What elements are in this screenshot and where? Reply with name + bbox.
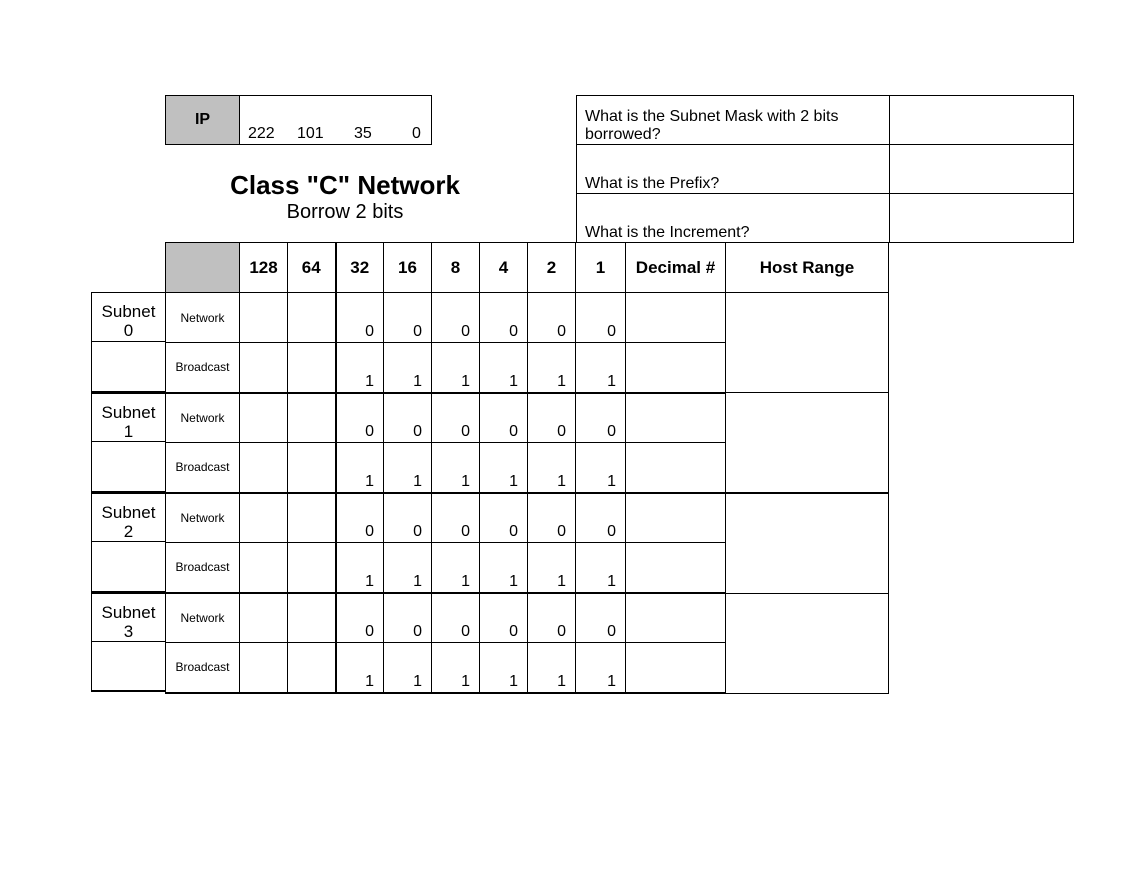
bit-cell[interactable]: 1: [432, 543, 480, 593]
answer-increment[interactable]: [890, 194, 1074, 243]
bit-cell[interactable]: 1: [576, 443, 626, 493]
row-kind-network: Network: [166, 493, 240, 543]
row-kind-network: Network: [166, 393, 240, 443]
ip-octet-1: 222: [248, 125, 275, 142]
subnet-table: [165, 242, 726, 694]
network-row: [166, 393, 726, 443]
subnet-label-blank: [91, 542, 166, 592]
subnet-label: Subnet 1: [91, 392, 166, 442]
bit-cell[interactable]: 1: [480, 343, 528, 393]
header-bit-128: 128: [240, 243, 288, 293]
host-range-cell[interactable]: [725, 593, 889, 694]
decimal-cell[interactable]: [626, 493, 726, 543]
bit-cell[interactable]: 0: [576, 293, 626, 343]
page-subtitle: Borrow 2 bits: [286, 201, 404, 223]
bit-cell[interactable]: 1: [432, 443, 480, 493]
bit-cell[interactable]: 1: [576, 543, 626, 593]
bit-cell[interactable]: 1: [336, 543, 384, 593]
bit-cell[interactable]: [288, 493, 336, 543]
bit-cell[interactable]: 1: [480, 543, 528, 593]
network-row: [166, 593, 726, 643]
question-increment: What is the Increment?: [577, 194, 890, 243]
subnet-label-blank: [91, 442, 166, 492]
bit-cell[interactable]: 0: [336, 593, 384, 643]
bit-cell[interactable]: [240, 343, 288, 393]
host-range-cell[interactable]: [725, 292, 889, 393]
bit-cell[interactable]: [288, 393, 336, 443]
bit-cell[interactable]: 1: [336, 343, 384, 393]
bit-cell[interactable]: 0: [576, 593, 626, 643]
bit-cell[interactable]: 0: [384, 593, 432, 643]
bit-cell[interactable]: 1: [432, 343, 480, 393]
bit-cell[interactable]: 1: [336, 443, 384, 493]
network-row: [166, 493, 726, 543]
bit-cell[interactable]: 0: [432, 293, 480, 343]
bit-cell[interactable]: 0: [432, 393, 480, 443]
bit-cell[interactable]: 0: [480, 593, 528, 643]
decimal-cell[interactable]: [626, 393, 726, 443]
bit-cell[interactable]: 0: [336, 393, 384, 443]
bit-cell[interactable]: 1: [576, 343, 626, 393]
subnet-label: Subnet 3: [91, 592, 166, 642]
bit-cell[interactable]: [288, 543, 336, 593]
bit-cell[interactable]: 0: [480, 293, 528, 343]
bit-cell[interactable]: 0: [576, 493, 626, 543]
answer-prefix[interactable]: [890, 145, 1074, 194]
bit-cell[interactable]: 0: [528, 293, 576, 343]
bit-cell[interactable]: 0: [336, 293, 384, 343]
bit-cell[interactable]: 0: [480, 393, 528, 443]
bit-cell[interactable]: 0: [432, 493, 480, 543]
bit-cell[interactable]: 1: [480, 443, 528, 493]
answer-subnet-mask[interactable]: [890, 96, 1074, 145]
question-prefix: What is the Prefix?: [577, 145, 890, 194]
bit-cell[interactable]: 1: [432, 643, 480, 693]
network-row: [166, 293, 726, 343]
row-kind-network: Network: [166, 593, 240, 643]
bit-cell[interactable]: 1: [384, 543, 432, 593]
ip-address: [239, 95, 432, 145]
host-range-cell[interactable]: [725, 392, 889, 493]
broadcast-row: [166, 343, 726, 393]
bit-cell[interactable]: 1: [528, 543, 576, 593]
ip-label: IP: [165, 95, 240, 145]
bit-cell[interactable]: 1: [528, 343, 576, 393]
header-bit-64: 64: [288, 243, 336, 293]
bit-cell[interactable]: 0: [384, 493, 432, 543]
decimal-cell[interactable]: [626, 443, 726, 493]
bit-cell[interactable]: [288, 593, 336, 643]
bit-cell[interactable]: 0: [528, 593, 576, 643]
bit-cell[interactable]: 1: [576, 643, 626, 693]
bit-cell[interactable]: 0: [480, 493, 528, 543]
bit-cell[interactable]: [240, 493, 288, 543]
bit-cell[interactable]: 0: [528, 393, 576, 443]
subnet-label-blank: [91, 342, 166, 392]
row-kind-broadcast: Broadcast: [166, 543, 240, 593]
decimal-cell[interactable]: [626, 543, 726, 593]
broadcast-row: [166, 643, 726, 693]
bit-cell[interactable]: [240, 393, 288, 443]
header-bit-4: 4: [480, 243, 528, 293]
decimal-cell[interactable]: [626, 293, 726, 343]
row-kind-broadcast: Broadcast: [166, 343, 240, 393]
bit-cell[interactable]: [288, 443, 336, 493]
decimal-cell[interactable]: [626, 343, 726, 393]
bit-cell[interactable]: 1: [528, 443, 576, 493]
bit-cell[interactable]: [288, 643, 336, 693]
bit-cell[interactable]: 0: [384, 293, 432, 343]
header-corner: [166, 243, 240, 293]
question-subnet-mask: What is the Subnet Mask with 2 bits borrowed?: [577, 96, 890, 145]
subnet-label: Subnet 0: [91, 292, 166, 342]
ip-octet-2: 101: [297, 125, 324, 142]
row-kind-broadcast: Broadcast: [166, 443, 240, 493]
header-bit-8: 8: [432, 243, 480, 293]
page-title: Class "C" Network: [230, 170, 460, 200]
row-kind-broadcast: Broadcast: [166, 643, 240, 693]
header-bit-2: 2: [528, 243, 576, 293]
decimal-cell[interactable]: [626, 593, 726, 643]
bit-cell[interactable]: [240, 293, 288, 343]
bit-cell[interactable]: 1: [528, 643, 576, 693]
bit-cell[interactable]: 1: [336, 643, 384, 693]
subnet-label: Subnet 2: [91, 492, 166, 542]
row-kind-network: Network: [166, 293, 240, 343]
bit-cell[interactable]: [240, 643, 288, 693]
header-decimal: Decimal #: [626, 243, 726, 293]
bit-cell[interactable]: 0: [432, 593, 480, 643]
bit-cell[interactable]: 0: [576, 393, 626, 443]
header-host-range: Host Range: [725, 242, 889, 293]
questions-table: [576, 95, 1074, 243]
header-bit-1: 1: [576, 243, 626, 293]
bit-cell[interactable]: 1: [480, 643, 528, 693]
ip-octet-4: 0: [412, 125, 421, 142]
subnet-label-blank: [91, 642, 166, 692]
bit-cell[interactable]: [288, 293, 336, 343]
bit-cell[interactable]: 1: [384, 343, 432, 393]
host-range-cell[interactable]: [725, 493, 889, 594]
ip-octet-3: 35: [354, 125, 372, 142]
bit-cell[interactable]: 0: [384, 393, 432, 443]
bit-cell[interactable]: [240, 593, 288, 643]
header-bit-16: 16: [384, 243, 432, 293]
broadcast-row: [166, 443, 726, 493]
bit-cell[interactable]: 0: [528, 493, 576, 543]
header-bit-32: 32: [336, 243, 384, 293]
bit-cell[interactable]: 1: [384, 443, 432, 493]
bit-cell[interactable]: 1: [384, 643, 432, 693]
header-row: [166, 243, 726, 293]
decimal-cell[interactable]: [626, 643, 726, 693]
bit-cell[interactable]: 0: [336, 493, 384, 543]
bit-cell[interactable]: [288, 343, 336, 393]
bit-cell[interactable]: [240, 543, 288, 593]
broadcast-row: [166, 543, 726, 593]
bit-cell[interactable]: [240, 443, 288, 493]
